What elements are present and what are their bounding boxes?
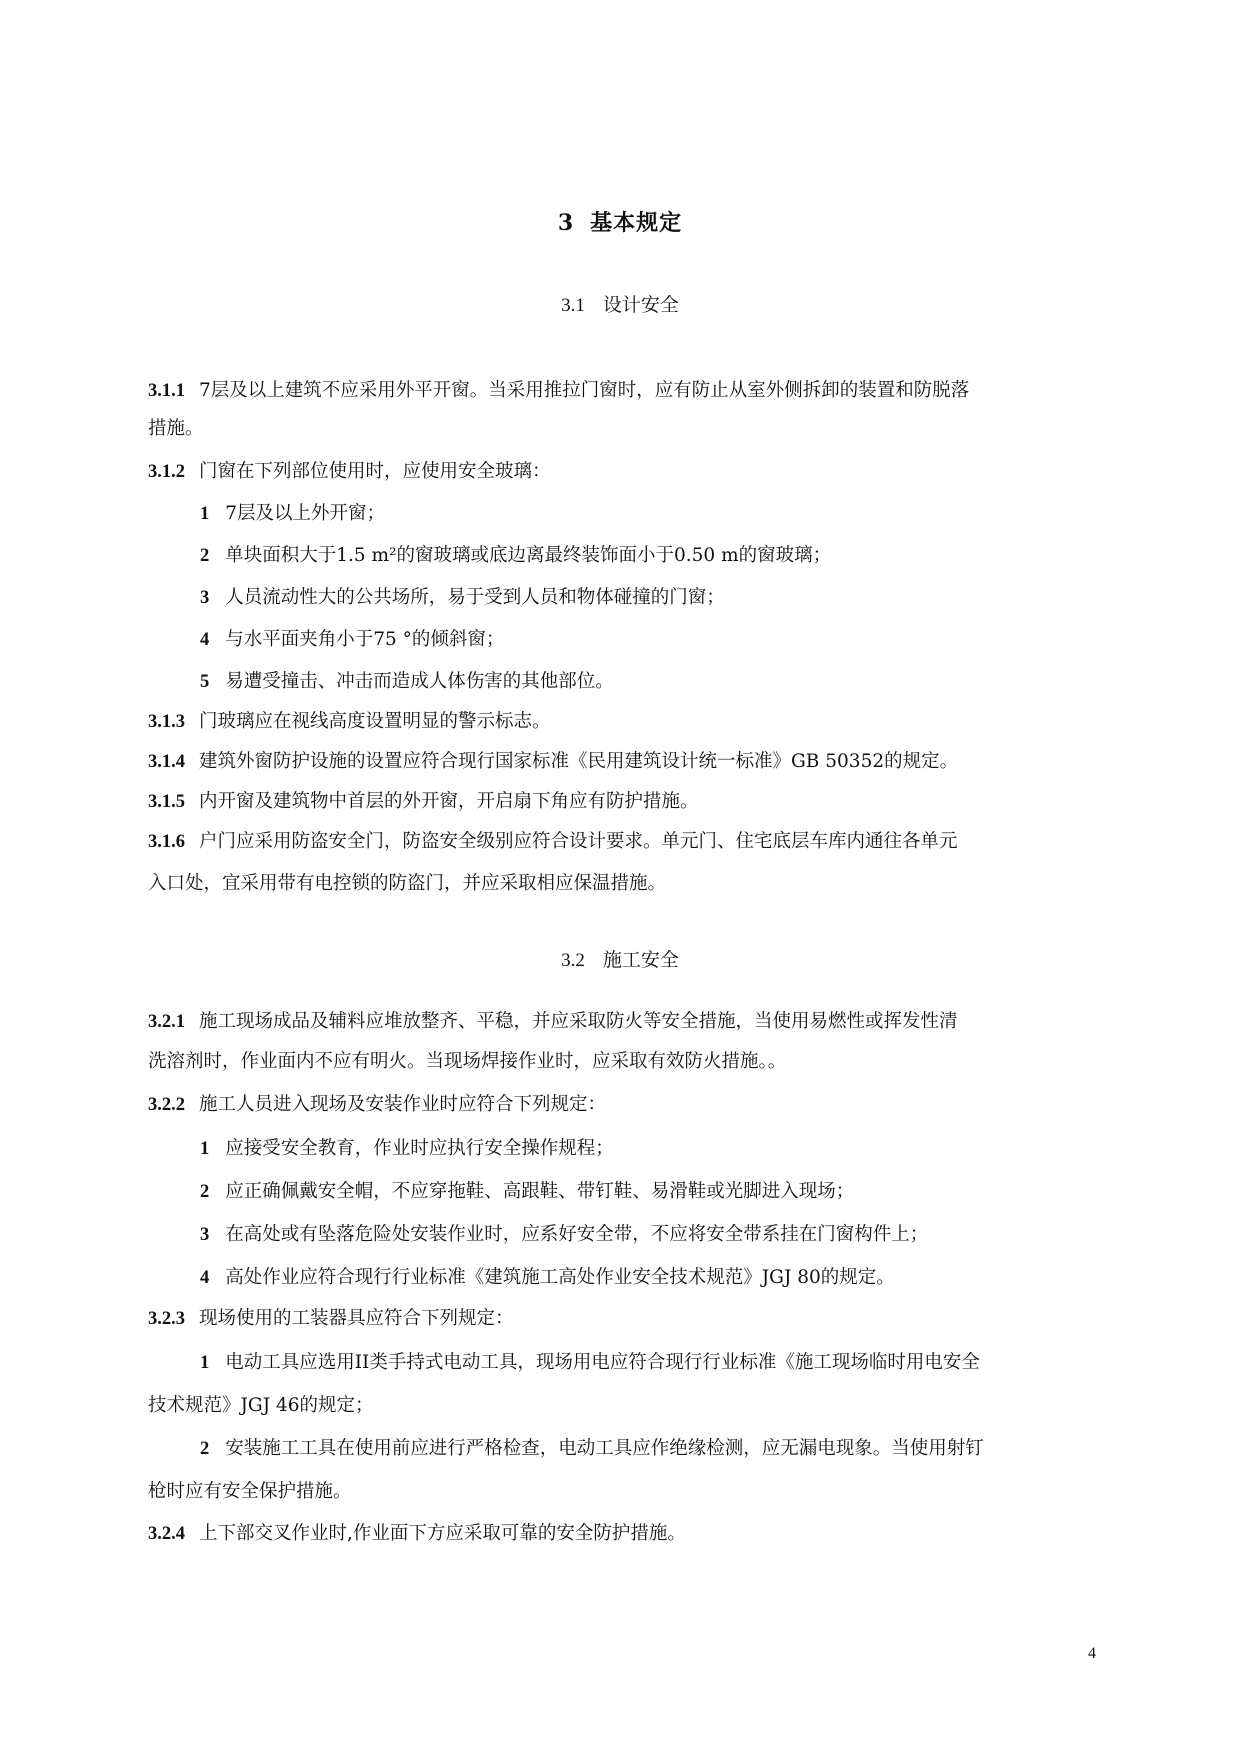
clause-3-2-2 (148, 1096, 606, 1115)
clause-text: 上下部交叉作业时,作业面下方应采取可靠的安全防护措施。 (199, 1523, 686, 1544)
clause-3-1-1-continuation: 措施。 (148, 418, 204, 439)
clause-3-1-3 (148, 713, 551, 732)
item-number: 4 (200, 1268, 210, 1288)
clause-text: 现场使用的工装器具应符合下列规定： (199, 1308, 514, 1329)
item-text: 易遭受撞击、冲击而造成人体伤害的其他部位。 (225, 671, 614, 692)
section-number: 3.2 (561, 950, 585, 971)
clause-number: 3.1.5 (148, 792, 185, 812)
item-text: 7层及以上外开窗； (225, 503, 386, 524)
section-title-text: 施工安全 (602, 949, 679, 971)
clause-text: 户门应采用防盗安全门，防盗安全级别应符合设计要求。单元门、住宅底层车库内通往各单元 (199, 831, 958, 852)
clause-3-1-4 (148, 753, 958, 772)
section-title-3-2 (0, 945, 1240, 972)
clause-number: 3.1.6 (148, 832, 185, 852)
clause-number: 3.2.3 (148, 1309, 185, 1329)
list-item (200, 631, 504, 650)
clause-text: 门窗在下列部位使用时，应使用安全玻璃： (199, 461, 551, 482)
clause-number: 3.2.4 (148, 1524, 185, 1544)
chapter-title (0, 206, 1240, 237)
list-item (200, 1183, 854, 1202)
list-item (200, 589, 725, 608)
clause-3-2-1-continuation: 洗溶剂时，作业面内不应有明火。当现场焊接作业时，应采取有效防火措施。。 (148, 1051, 787, 1072)
clause-number: 3.2.1 (148, 1012, 185, 1032)
item-number: 4 (200, 630, 210, 650)
list-item (200, 673, 614, 692)
clause-3-1-5 (148, 793, 699, 812)
item-number: 2 (200, 546, 210, 566)
item-text: 应正确佩戴安全帽，不应穿拖鞋、高跟鞋、带钉鞋、易滑鞋或光脚进入现场； (225, 1181, 855, 1202)
list-item (200, 1354, 980, 1373)
item-number: 1 (200, 1353, 210, 1373)
item-number: 2 (200, 1439, 210, 1459)
list-item (200, 1140, 614, 1159)
clause-text: 门玻璃应在视线高度设置明显的警示标志。 (199, 711, 551, 732)
item-text: 应接受安全教育，作业时应执行安全操作规程； (225, 1138, 614, 1159)
clause-number: 3.1.2 (148, 462, 185, 482)
list-item (200, 505, 385, 524)
list-item (200, 1269, 895, 1288)
list-item-continuation: 枪时应有安全保护措施。 (148, 1481, 352, 1502)
clause-3-1-2 (148, 463, 551, 482)
list-item-continuation: 技术规范》JGJ 46的规定； (148, 1395, 374, 1416)
clause-3-2-1 (148, 1013, 958, 1032)
clause-3-1-6 (148, 833, 958, 852)
item-text: 电动工具应选用II类手持式电动工具，现场用电应符合现行行业标准《施工现场临时用电安全 (225, 1352, 980, 1373)
clause-text: 施工人员进入现场及安装作业时应符合下列规定： (199, 1094, 607, 1115)
section-title-text: 设计安全 (602, 294, 679, 316)
chapter-title-text: 基本规定 (590, 210, 683, 236)
list-item (200, 547, 831, 566)
item-text: 人员流动性大的公共场所，易于受到人员和物体碰撞的门窗； (225, 587, 725, 608)
chapter-number: 3 (557, 210, 575, 236)
clause-text: 建筑外窗防护设施的设置应符合现行国家标准《民用建筑设计统一标准》GB 50352的规定。 (199, 751, 959, 772)
page-number: 4 (1088, 1645, 1096, 1662)
item-number: 3 (200, 1225, 210, 1245)
item-text: 高处作业应符合现行行业标准《建筑施工高处作业安全技术规范》JGJ 80的规定。 (225, 1267, 895, 1288)
clause-3-2-4 (148, 1525, 686, 1544)
clause-number: 3.2.2 (148, 1095, 185, 1115)
section-number: 3.1 (561, 295, 585, 316)
clause-number: 3.1.3 (148, 712, 185, 732)
item-text: 与水平面夹角小于75 °的倾斜窗； (225, 629, 505, 650)
list-item (200, 1226, 928, 1245)
clause-text: 7层及以上建筑不应采用外平开窗。当采用推拉门窗时，应有防止从室外侧拆卸的装置和防脱落 (199, 380, 970, 401)
section-title-3-1 (0, 290, 1240, 317)
clause-3-2-3 (148, 1310, 514, 1329)
list-item (200, 1440, 984, 1459)
item-number: 1 (200, 1139, 210, 1159)
clause-number: 3.1.1 (148, 381, 185, 401)
clause-3-1-6-continuation: 入口处，宜采用带有电控锁的防盗门，并应采取相应保温措施。 (148, 873, 667, 894)
clause-text: 施工现场成品及辅料应堆放整齐、平稳，并应采取防火等安全措施，当使用易燃性或挥发性清 (199, 1011, 958, 1032)
clause-number: 3.1.4 (148, 752, 185, 772)
item-text: 在高处或有坠落危险处安装作业时，应系好安全带，不应将安全带系挂在门窗构件上； (225, 1224, 929, 1245)
item-text: 安装施工工具在使用前应进行严格检查，电动工具应作绝缘检测，应无漏电现象。当使用射钉 (225, 1438, 984, 1459)
clause-text: 内开窗及建筑物中首层的外开窗，开启扇下角应有防护措施。 (199, 791, 699, 812)
item-text: 单块面积大于1.5 m²的窗玻璃或底边离最终装饰面小于0.50 m的窗玻璃； (225, 545, 832, 566)
item-number: 5 (200, 672, 210, 692)
item-number: 3 (200, 588, 210, 608)
item-number: 1 (200, 504, 210, 524)
item-number: 2 (200, 1182, 210, 1202)
clause-3-1-1 (148, 382, 969, 401)
